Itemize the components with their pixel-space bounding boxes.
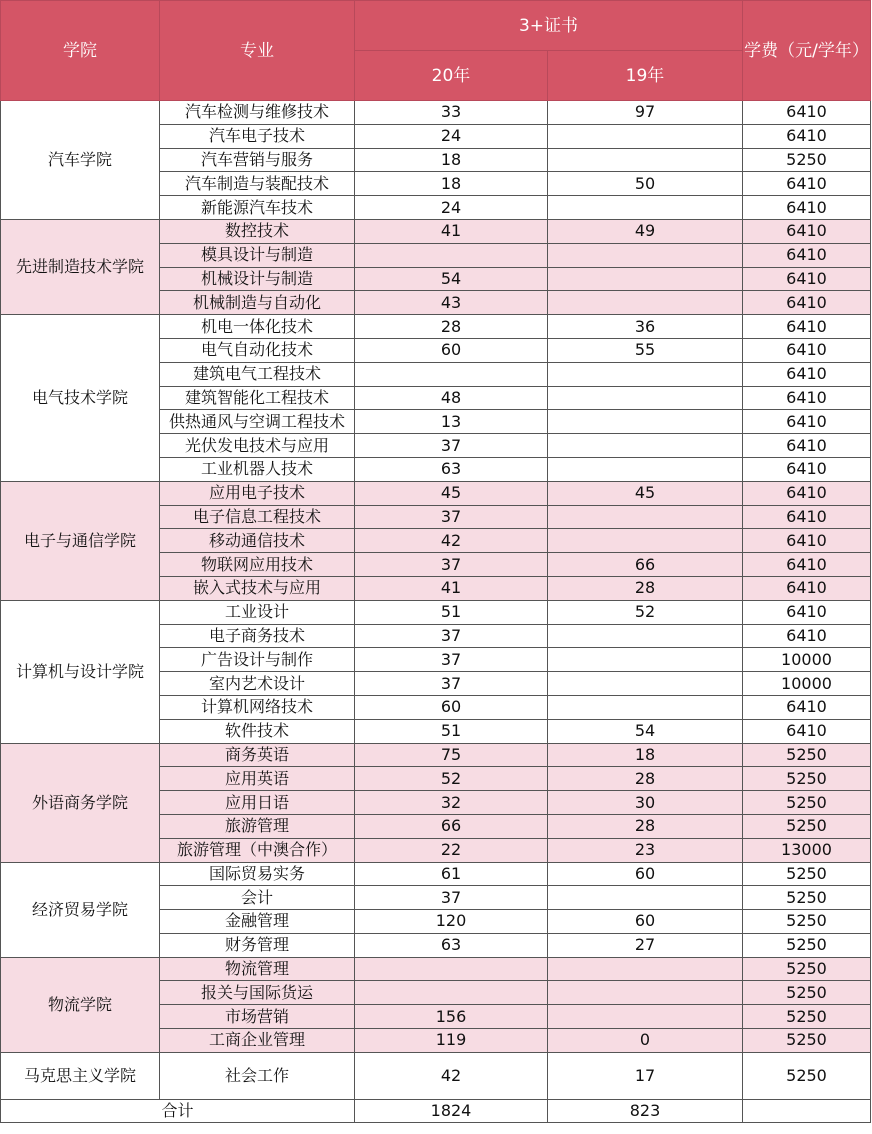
y19-cell: 17 (548, 1052, 743, 1099)
y20-cell: 63 (355, 457, 548, 481)
y19-cell (548, 529, 743, 553)
y19-cell: 97 (548, 101, 743, 125)
y19-cell (548, 243, 743, 267)
fee-cell: 6410 (743, 172, 871, 196)
total-y20: 1824 (355, 1099, 548, 1122)
table-row (1, 862, 871, 886)
table-row (1, 481, 871, 505)
y20-cell: 48 (355, 386, 548, 410)
y20-cell: 41 (355, 219, 548, 243)
y19-cell: 60 (548, 862, 743, 886)
fee-cell: 5250 (743, 862, 871, 886)
header-college: 学院 (1, 1, 160, 101)
college-name-cell: 先进制造技术学院 (1, 219, 160, 314)
table-row (1, 743, 871, 767)
major-cell: 嵌入式技术与应用 (160, 576, 355, 600)
y20-cell: 42 (355, 1052, 548, 1099)
fee-cell: 5250 (743, 886, 871, 910)
fee-cell: 6410 (743, 410, 871, 434)
major-cell: 商务英语 (160, 743, 355, 767)
y20-cell: 41 (355, 576, 548, 600)
table-row (1, 219, 871, 243)
fee-cell: 6410 (743, 457, 871, 481)
fee-cell: 6410 (743, 529, 871, 553)
major-cell: 室内艺术设计 (160, 672, 355, 696)
major-cell: 汽车检测与维修技术 (160, 101, 355, 125)
y20-cell: 37 (355, 505, 548, 529)
total-y19: 823 (548, 1099, 743, 1122)
y19-cell: 28 (548, 767, 743, 791)
major-cell: 机械设计与制造 (160, 267, 355, 291)
y19-cell (548, 386, 743, 410)
major-cell: 计算机网络技术 (160, 695, 355, 719)
major-cell: 模具设计与制造 (160, 243, 355, 267)
y20-cell: 37 (355, 886, 548, 910)
major-cell: 电气自动化技术 (160, 338, 355, 362)
y20-cell: 42 (355, 529, 548, 553)
major-cell: 物联网应用技术 (160, 553, 355, 577)
y20-cell (355, 362, 548, 386)
major-cell: 工业设计 (160, 600, 355, 624)
fee-cell: 6410 (743, 434, 871, 458)
fee-cell: 6410 (743, 553, 871, 577)
college-name-cell: 电气技术学院 (1, 315, 160, 482)
y19-cell (548, 291, 743, 315)
fee-cell: 5250 (743, 1029, 871, 1053)
table-row (1, 600, 871, 624)
total-label: 合计 (1, 1099, 355, 1122)
major-cell: 电子信息工程技术 (160, 505, 355, 529)
table-row (1, 315, 871, 339)
y19-cell: 49 (548, 219, 743, 243)
major-cell: 国际贸易实务 (160, 862, 355, 886)
y20-cell: 37 (355, 648, 548, 672)
fee-cell: 6410 (743, 338, 871, 362)
y19-cell (548, 505, 743, 529)
y19-cell: 55 (548, 338, 743, 362)
total-fee (743, 1099, 871, 1122)
y19-cell: 27 (548, 933, 743, 957)
fee-cell: 6410 (743, 219, 871, 243)
y20-cell: 18 (355, 148, 548, 172)
fee-cell: 5250 (743, 767, 871, 791)
major-cell: 应用英语 (160, 767, 355, 791)
major-cell: 财务管理 (160, 933, 355, 957)
y20-cell: 37 (355, 624, 548, 648)
fee-cell: 6410 (743, 291, 871, 315)
major-cell: 广告设计与制作 (160, 648, 355, 672)
fee-cell: 6410 (743, 505, 871, 529)
major-cell: 市场营销 (160, 1005, 355, 1029)
major-cell: 工商企业管理 (160, 1029, 355, 1053)
fee-cell: 6410 (743, 196, 871, 220)
fee-cell: 5250 (743, 981, 871, 1005)
y19-cell (548, 624, 743, 648)
major-cell: 会计 (160, 886, 355, 910)
fee-cell: 6410 (743, 719, 871, 743)
major-cell: 机电一体化技术 (160, 315, 355, 339)
header-major: 专业 (160, 1, 355, 101)
fee-cell: 5250 (743, 1005, 871, 1029)
y19-cell: 36 (548, 315, 743, 339)
y19-cell: 30 (548, 791, 743, 815)
header-y20: 20年 (355, 51, 548, 101)
fee-cell: 5250 (743, 148, 871, 172)
y19-cell: 23 (548, 838, 743, 862)
major-cell: 光伏发电技术与应用 (160, 434, 355, 458)
header-fee: 学费（元/学年） (743, 1, 871, 101)
fee-cell: 5250 (743, 933, 871, 957)
major-cell: 建筑电气工程技术 (160, 362, 355, 386)
major-cell: 机械制造与自动化 (160, 291, 355, 315)
y19-cell: 52 (548, 600, 743, 624)
y19-cell (548, 957, 743, 981)
y19-cell: 54 (548, 719, 743, 743)
fee-cell: 6410 (743, 576, 871, 600)
college-name-cell: 计算机与设计学院 (1, 600, 160, 743)
y20-cell: 22 (355, 838, 548, 862)
y20-cell: 24 (355, 124, 548, 148)
y20-cell: 75 (355, 743, 548, 767)
major-cell: 数控技术 (160, 219, 355, 243)
fee-cell: 6410 (743, 362, 871, 386)
fee-cell: 6410 (743, 624, 871, 648)
y20-cell: 61 (355, 862, 548, 886)
y20-cell: 37 (355, 672, 548, 696)
fee-cell: 5250 (743, 743, 871, 767)
fee-cell: 6410 (743, 386, 871, 410)
fee-cell: 6410 (743, 315, 871, 339)
major-cell: 移动通信技术 (160, 529, 355, 553)
y19-cell: 0 (548, 1029, 743, 1053)
y19-cell (548, 267, 743, 291)
y19-cell (548, 124, 743, 148)
fee-cell: 6410 (743, 600, 871, 624)
fee-cell: 5250 (743, 791, 871, 815)
y20-cell: 60 (355, 695, 548, 719)
y20-cell: 51 (355, 600, 548, 624)
y20-cell: 63 (355, 933, 548, 957)
college-name-cell: 马克思主义学院 (1, 1052, 160, 1099)
header-row-1 (1, 1, 871, 51)
y20-cell: 37 (355, 434, 548, 458)
college-name-cell: 经济贸易学院 (1, 862, 160, 957)
y20-cell: 28 (355, 315, 548, 339)
fee-cell: 5250 (743, 957, 871, 981)
y20-cell: 66 (355, 814, 548, 838)
y19-cell (548, 886, 743, 910)
y19-cell: 45 (548, 481, 743, 505)
college-name-cell: 物流学院 (1, 957, 160, 1052)
y20-cell (355, 243, 548, 267)
major-cell: 汽车电子技术 (160, 124, 355, 148)
y20-cell: 60 (355, 338, 548, 362)
y19-cell (548, 1005, 743, 1029)
table-body (1, 101, 871, 1123)
y20-cell (355, 957, 548, 981)
y20-cell: 37 (355, 553, 548, 577)
y19-cell (548, 648, 743, 672)
fee-cell: 6410 (743, 481, 871, 505)
y20-cell: 120 (355, 910, 548, 934)
major-cell: 旅游管理 (160, 814, 355, 838)
major-cell: 应用电子技术 (160, 481, 355, 505)
major-cell: 物流管理 (160, 957, 355, 981)
major-cell: 工业机器人技术 (160, 457, 355, 481)
major-cell: 汽车制造与装配技术 (160, 172, 355, 196)
y20-cell: 45 (355, 481, 548, 505)
major-cell: 电子商务技术 (160, 624, 355, 648)
y20-cell: 156 (355, 1005, 548, 1029)
fee-cell: 6410 (743, 695, 871, 719)
fee-cell: 6410 (743, 267, 871, 291)
table-row (1, 957, 871, 981)
college-name-cell: 电子与通信学院 (1, 481, 160, 600)
table-row (1, 101, 871, 125)
fee-cell: 10000 (743, 672, 871, 696)
table-row (1, 1052, 871, 1099)
fee-cell: 5250 (743, 1052, 871, 1099)
y19-cell: 60 (548, 910, 743, 934)
y19-cell: 28 (548, 576, 743, 600)
major-cell: 金融管理 (160, 910, 355, 934)
y19-cell (548, 434, 743, 458)
fee-cell: 6410 (743, 124, 871, 148)
college-name-cell: 外语商务学院 (1, 743, 160, 862)
y20-cell: 119 (355, 1029, 548, 1053)
y20-cell: 33 (355, 101, 548, 125)
y20-cell: 52 (355, 767, 548, 791)
y19-cell (548, 672, 743, 696)
total-row (1, 1099, 871, 1122)
y19-cell: 50 (548, 172, 743, 196)
y20-cell: 24 (355, 196, 548, 220)
major-cell: 旅游管理（中澳合作） (160, 838, 355, 862)
y19-cell (548, 196, 743, 220)
y19-cell (548, 362, 743, 386)
y19-cell (548, 695, 743, 719)
y19-cell (548, 981, 743, 1005)
y19-cell (548, 457, 743, 481)
fee-cell: 13000 (743, 838, 871, 862)
fee-cell: 6410 (743, 243, 871, 267)
y20-cell: 32 (355, 791, 548, 815)
y20-cell: 51 (355, 719, 548, 743)
fee-cell: 5250 (743, 814, 871, 838)
major-cell: 报关与国际货运 (160, 981, 355, 1005)
y19-cell: 66 (548, 553, 743, 577)
y19-cell (548, 148, 743, 172)
y19-cell: 28 (548, 814, 743, 838)
header-y19: 19年 (548, 51, 743, 101)
fee-cell: 5250 (743, 910, 871, 934)
major-cell: 汽车营销与服务 (160, 148, 355, 172)
y20-cell: 43 (355, 291, 548, 315)
major-cell: 建筑智能化工程技术 (160, 386, 355, 410)
y20-cell (355, 981, 548, 1005)
fee-cell: 6410 (743, 101, 871, 125)
fee-cell: 10000 (743, 648, 871, 672)
y20-cell: 54 (355, 267, 548, 291)
college-name-cell: 汽车学院 (1, 101, 160, 220)
major-cell: 软件技术 (160, 719, 355, 743)
y20-cell: 18 (355, 172, 548, 196)
header-group: 3+证书 (355, 1, 743, 51)
y19-cell: 18 (548, 743, 743, 767)
y19-cell (548, 410, 743, 434)
major-cell: 社会工作 (160, 1052, 355, 1099)
major-cell: 供热通风与空调工程技术 (160, 410, 355, 434)
major-cell: 新能源汽车技术 (160, 196, 355, 220)
major-cell: 应用日语 (160, 791, 355, 815)
y20-cell: 13 (355, 410, 548, 434)
